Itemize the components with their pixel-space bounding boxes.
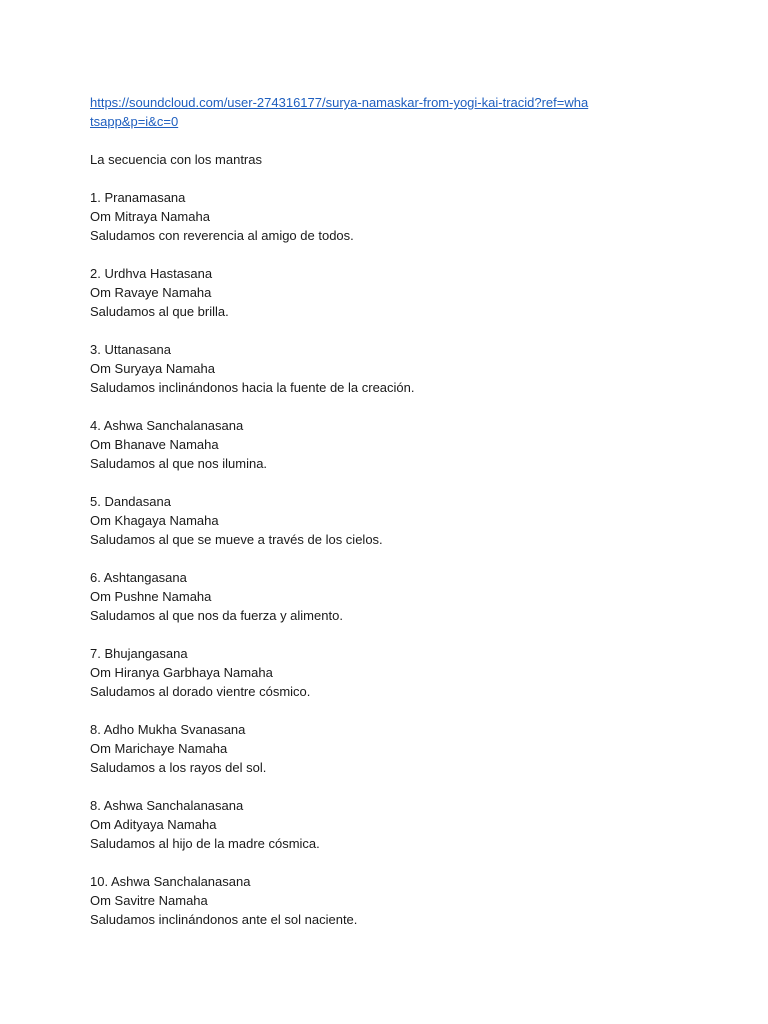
entry-title: 8. Adho Mukha Svanasana	[90, 722, 246, 737]
entry-4	[90, 416, 710, 473]
entry-mantra: Om Pushne Namaha	[90, 589, 212, 604]
entry-5	[90, 492, 710, 549]
entry-mantra: Om Khagaya Namaha	[90, 513, 219, 528]
entry-meaning: Saludamos al que brilla.	[90, 304, 229, 319]
entry-meaning: Saludamos inclinándonos hacia la fuente de la creación.	[90, 380, 415, 395]
entry-meaning: Saludamos al hijo de la madre cósmica.	[90, 836, 320, 851]
entry-2	[90, 264, 710, 321]
entry-title: 4. Ashwa Sanchalanasana	[90, 418, 244, 433]
entry-title: 6. Ashtangasana	[90, 570, 187, 585]
entry-title: 1. Pranamasana	[90, 190, 186, 205]
document-page	[90, 93, 710, 929]
entry-mantra: Om Bhanave Namaha	[90, 437, 219, 452]
entry-title: 5. Dandasana	[90, 494, 171, 509]
entry-10	[90, 872, 710, 929]
entry-mantra: Om Savitre Namaha	[90, 893, 208, 908]
entry-mantra: Om Marichaye Namaha	[90, 741, 228, 756]
entry-title: 8. Ashwa Sanchalanasana	[90, 798, 244, 813]
entry-meaning: Saludamos a los rayos del sol.	[90, 760, 267, 775]
entry-mantra: Om Suryaya Namaha	[90, 361, 215, 376]
entry-meaning: Saludamos al que se mueve a través de los cielos.	[90, 532, 383, 547]
entry-1	[90, 188, 710, 245]
intro-text: La secuencia con los mantras	[90, 152, 262, 167]
entry-meaning: Saludamos al dorado vientre cósmico.	[90, 684, 311, 699]
entry-7	[90, 644, 710, 701]
entry-title: 7. Bhujangasana	[90, 646, 188, 661]
entry-title: 3. Uttanasana	[90, 342, 171, 357]
entry-meaning: Saludamos al que nos da fuerza y alimento.	[90, 608, 343, 623]
entry-meaning: Saludamos al que nos ilumina.	[90, 456, 268, 471]
entry-mantra: Om Mitraya Namaha	[90, 209, 210, 224]
entry-mantra: Om Adityaya Namaha	[90, 817, 217, 832]
soundcloud-link[interactable]: https://soundcloud.com/user-274316177/surya-namaskar-from-yogi-kai-tracid?ref=whatsapp&p=i&c=0	[90, 95, 589, 129]
entry-mantra: Om Ravaye Namaha	[90, 285, 212, 300]
entry-mantra: Om Hiranya Garbhaya Namaha	[90, 665, 273, 680]
entry-3	[90, 340, 710, 397]
entry-6	[90, 568, 710, 625]
entry-title: 2. Urdhva Hastasana	[90, 266, 213, 281]
entry-meaning: Saludamos inclinándonos ante el sol naciente.	[90, 912, 358, 927]
entry-title: 10. Ashwa Sanchalanasana	[90, 874, 251, 889]
entry-9	[90, 796, 710, 853]
entry-8	[90, 720, 710, 777]
entry-meaning: Saludamos con reverencia al amigo de todos.	[90, 228, 354, 243]
